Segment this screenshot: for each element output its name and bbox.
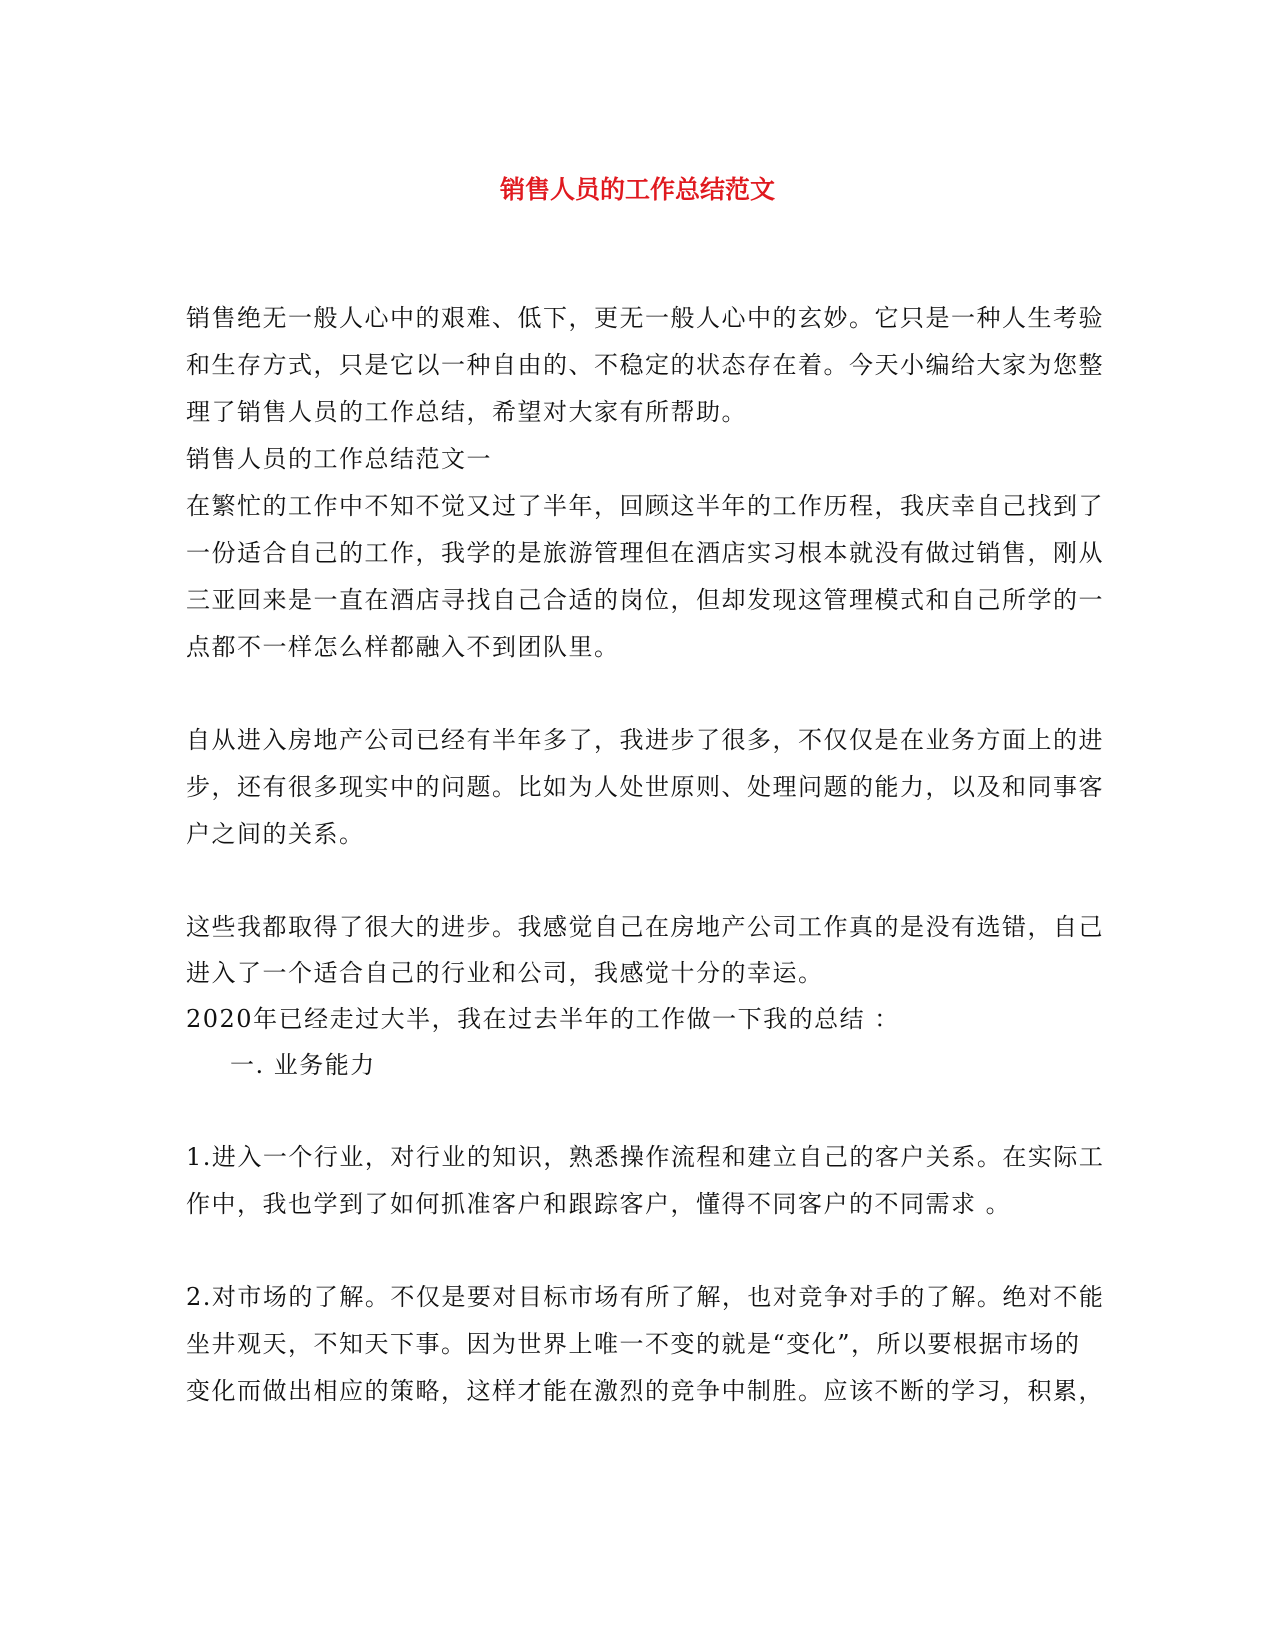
- body-line: 户之间的关系。: [186, 820, 365, 848]
- document-title: 销售人员的工作总结范文: [499, 175, 775, 204]
- body-line: 在繁忙的工作中不知不觉又过了半年，回顾这半年的工作历程，我庆幸自己找到了: [186, 492, 1104, 520]
- body-line: 三亚回来是一直在酒店寻找自己合适的岗位，但却发现这管理模式和自己所学的一: [186, 586, 1104, 614]
- list-item: 2.对市场的了解。不仅是要对目标市场有所了解，也对竞争对手的了解。绝对不能: [186, 1283, 1105, 1311]
- body-line: 步，还有很多现实中的问题。比如为人处世原则、处理问题的能力，以及和同事客: [186, 773, 1104, 801]
- list-item-continuation: 变化而做出相应的策略，这样才能在激烈的竞争中制胜。应该不断的学习，积累，: [186, 1377, 1104, 1405]
- list-item-continuation: 作中，我也学到了如何抓准客户和跟踪客户，懂得不同客户的不同需求 。: [186, 1190, 1012, 1218]
- list-item-continuation: 坐井观天，不知天下事。因为世界上唯一不变的就是“变化”，所以要根据市场的: [186, 1330, 1081, 1358]
- body-line: 进入了一个适合自己的行业和公司，我感觉十分的幸运。: [186, 959, 824, 987]
- body-line: 一份适合自己的工作，我学的是旅游管理但在酒店实习根本就没有做过销售，刚从: [186, 539, 1104, 567]
- subsection-heading: 一. 业务能力: [230, 1051, 376, 1079]
- list-item: 1.进入一个行业，对行业的知识，熟悉操作流程和建立自己的客户关系。在实际工: [186, 1143, 1105, 1171]
- body-line: 和生存方式，只是它以一种自由的、不稳定的状态存在着。今天小编给大家为您整: [186, 351, 1104, 379]
- section-heading: 销售人员的工作总结范文一: [186, 445, 492, 473]
- body-line: 这些我都取得了很大的进步。我感觉自己在房地产公司工作真的是没有选错，自己: [186, 913, 1104, 941]
- body-line: 销售绝无一般人心中的艰难、低下，更无一般人心中的玄妙。它只是一种人生考验: [186, 304, 1104, 332]
- body-line: 2020年已经走过大半，我在过去半年的工作做一下我的总结 ：: [186, 1005, 900, 1033]
- body-line: 自从进入房地产公司已经有半年多了，我进步了很多，不仅仅是在业务方面上的进: [186, 726, 1104, 754]
- body-line: 理了销售人员的工作总结，希望对大家有所帮助。: [186, 398, 747, 426]
- body-line: 点都不一样怎么样都融入不到团队里。: [186, 633, 620, 661]
